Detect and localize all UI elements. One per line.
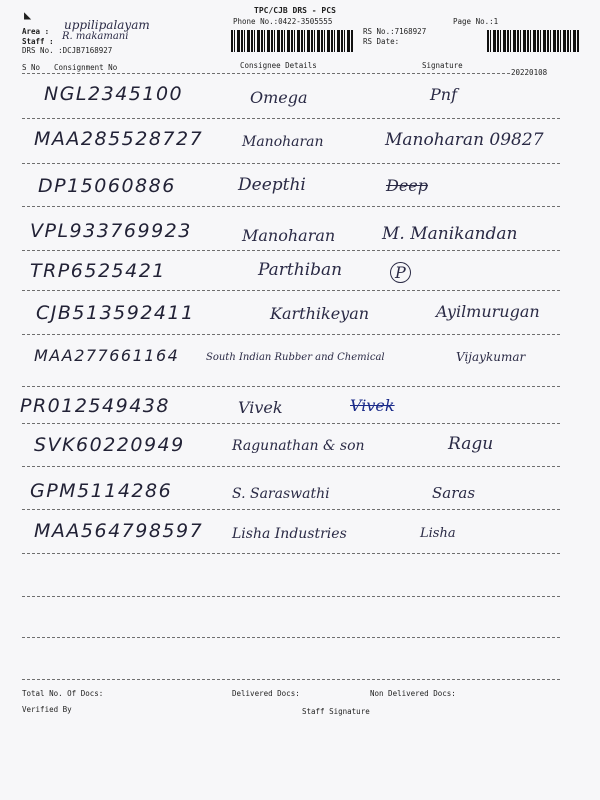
rs-date: RS Date: [363,37,400,46]
consignee-name: Deepthi [238,175,306,195]
row-divider [22,466,560,467]
receiver-signature: M. Manikandan [382,224,518,244]
verified-by-label: Verified By [22,705,72,714]
total-docs-label: Total No. Of Docs: [22,689,104,698]
row-divider [22,509,560,510]
consignment-number: MAA285528727 [34,128,204,150]
receiver-signature: Ragu [448,434,494,454]
consignment-number: CJB513592411 [36,302,195,324]
row-divider [22,290,560,291]
consignment-number: MAA277661164 [34,346,180,365]
row-divider [22,679,560,680]
row-divider [22,596,560,597]
receiver-signature: Saras [432,484,476,502]
consignee-name: Parthiban [258,260,343,280]
column-signature: Signature [422,61,463,70]
staff-value: R. makamani [62,31,129,42]
column-consignee: Consignee Details [240,61,317,70]
consignee-name: Manoharan [242,226,336,245]
consignment-number: NGL2345100 [44,83,184,105]
consignment-number: MAA564798597 [34,520,204,542]
consignee-name: South Indian Rubber and Chemical [206,352,385,363]
drs-number: DRS No. :DCJB7168927 [22,46,113,55]
receiver-signature: Deep [386,176,429,195]
staff-label: Staff : [22,37,54,46]
receiver-signature: Ayilmurugan [436,302,540,321]
receiver-signature: Vivek [350,396,395,415]
row-divider [22,118,560,119]
delivered-docs-label: Delivered Docs: [232,689,300,698]
consignee-name: Omega [250,88,308,107]
header-divider [22,73,510,74]
receiver-signature: Manoharan 09827 [385,130,544,150]
column-consignment: Consignment No [54,63,118,72]
consignment-number: TRP6525421 [30,260,166,282]
page-number: Page No.:1 [453,17,499,26]
consignee-name: Manoharan [242,134,324,150]
row-divider [22,206,560,207]
receiver-signature: Lisha [420,526,456,541]
receiver-signature: P [390,262,411,283]
consignment-number: GPM5114286 [30,480,173,502]
consignment-number: DP15060886 [38,175,176,197]
row-divider [22,553,560,554]
consignee-name: Ragunathan & son [232,438,365,454]
consignee-name: Lisha Industries [232,526,347,542]
row-divider [22,250,560,251]
corner-mark-icon: ◣ [24,8,32,22]
rs-number: RS No.:7168927 [363,27,427,36]
consignment-number: PR012549438 [20,395,170,417]
column-sno: S No [22,63,41,72]
row-divider [22,334,560,335]
consignment-number: VPL933769923 [30,220,192,242]
area-label: Area : [22,27,50,36]
non-delivered-docs-label: Non Delivered Docs: [370,689,456,698]
row-divider [22,163,560,164]
receiver-signature: Pnf [430,85,457,104]
area-value: uppilipalayam [64,18,150,32]
phone-number: Phone No.:0422-3505555 [233,17,333,26]
row-divider [22,386,560,387]
date-stamp: 20220108 [511,68,548,77]
row-divider [22,423,560,424]
consignee-name: Vivek [238,398,283,417]
staff-signature-label: Staff Signature [302,707,370,716]
consignee-name: S. Saraswathi [232,486,330,502]
receiver-signature: Vijaykumar [456,350,526,364]
consignment-number: SVK60220949 [34,434,185,456]
consignee-name: Karthikeyan [270,304,370,323]
barcode-left [231,30,353,52]
document-title: TPC/CJB DRS - PCS [254,6,336,15]
barcode-right [487,30,579,52]
row-divider [22,637,560,638]
